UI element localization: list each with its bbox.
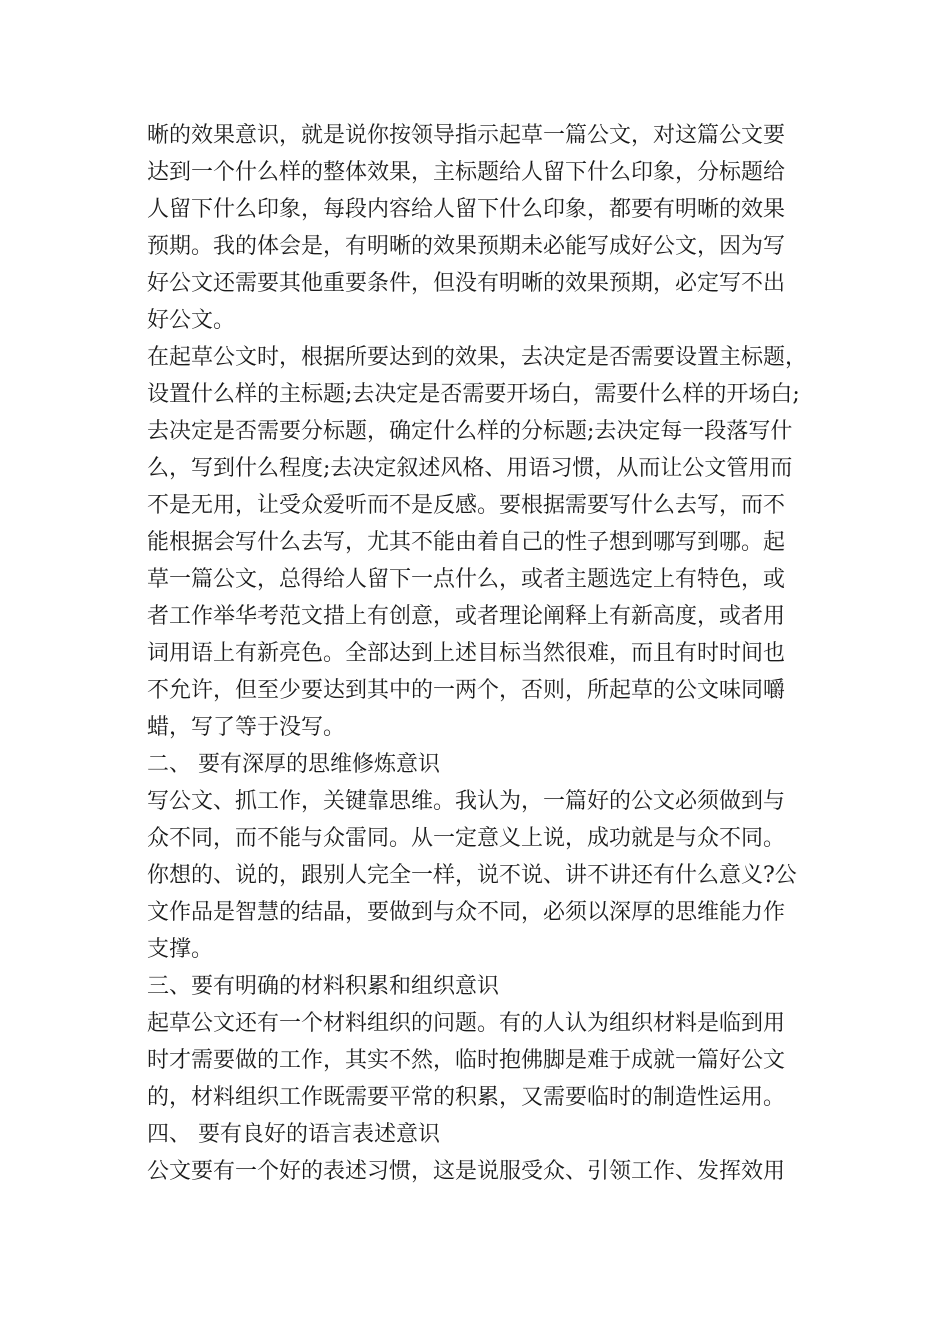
text-line: 公文要有一个好的表述习惯，这是说服受众、引领工作、发挥效用 [147,1159,786,1184]
text-line: 众不同，而不能与众雷同。从一定意义上说，成功就是与众不同。 [147,826,786,851]
text-line: 人留下什么印象，每段内容给人留下什么印象，都要有明晰的效果 [147,197,786,222]
section-heading: 二、 要有深厚的思维修炼意识 [147,752,440,777]
text-line: 的，材料组织工作既需要平常的积累，又需要临时的制造性运用。 [147,1085,786,1110]
text-line: 在起草公文时，根据所要达到的效果，去决定是否需要设置主标题， [147,345,808,370]
text-line: 能根据会写什么去写，尤其不能由着自己的性子想到哪写到哪。起 [147,530,786,555]
text-line: 达到一个什么样的整体效果，主标题给人留下什么印象，分标题给 [147,160,786,185]
text-line: 词用语上有新亮色。全部达到上述目标当然很难，而且有时时间也 [147,641,786,666]
text-line: 者工作举华考范文措上有创意，或者理论阐释上有新高度，或者用 [147,604,786,629]
document-body [147,117,817,1190]
text-line: 不允许，但至少要达到其中的一两个，否则，所起草的公文味同嚼 [147,678,786,703]
text-line: 文作品是智慧的结晶，要做到与众不同，必须以深厚的思维能力作 [147,900,786,925]
text-line: 草一篇公文，总得给人留下一点什么，或者主题选定上有特色，或 [147,567,786,592]
text-line: 去决定是否需要分标题，确定什么样的分标题;去决定每一段落写什 [147,419,793,444]
text-line: 么，写到什么程度;去决定叙述风格、用语习惯，从而让公文管用而 [147,456,793,481]
text-line: 写公文、抓工作，关键靠思维。我认为，一篇好的公文必须做到与 [147,789,786,814]
text-line: 预期。我的体会是，有明晰的效果预期未必能写成好公文，因为写 [147,234,786,259]
text-line: 时才需要做的工作，其实不然，临时抱佛脚是难于成就一篇好公文 [147,1048,786,1073]
text-line: 好公文。 [147,308,236,333]
text-line: 支撑。 [147,937,214,962]
text-line: 起草公文还有一个材料组织的问题。有的人认为组织材料是临到用 [147,1011,786,1036]
section-heading: 四、 要有良好的语言表述意识 [147,1122,440,1147]
text-line: 不是无用，让受众爱听而不是反感。要根据需要写什么去写，而不 [147,493,786,518]
text-line: 好公文还需要其他重要条件，但没有明晰的效果预期，必定写不出 [147,271,786,296]
text-line: 你想的、说的，跟别人完全一样，说不说、讲不讲还有什么意义?公 [147,863,797,888]
text-line: 设置什么样的主标题;去决定是否需要开场白，需要什么样的开场白; [147,382,800,407]
section-heading: 三、要有明确的材料积累和组织意识 [147,974,500,999]
text-line: 晰的效果意识，就是说你按领导指示起草一篇公文，对这篇公文要 [147,123,786,148]
text-line: 蜡，写了等于没写。 [147,715,346,740]
